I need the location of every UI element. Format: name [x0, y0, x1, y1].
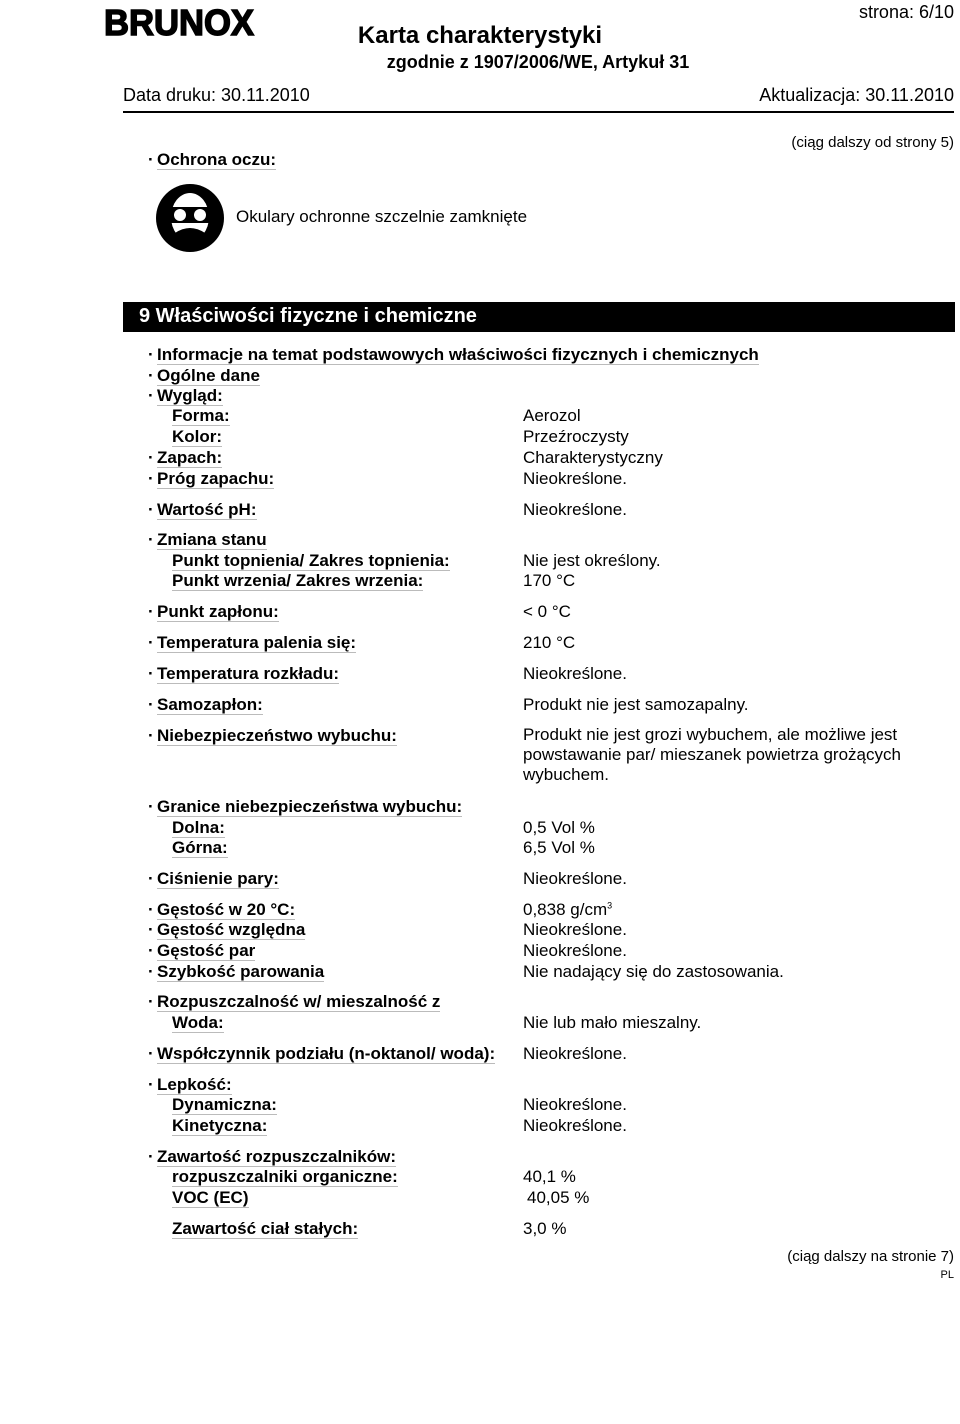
page-number: strona: 6/10	[858, 2, 954, 22]
dynamic-viscosity-value: Nieokreślone.	[523, 1095, 627, 1114]
melting-label: Punkt topnienia/ Zakres topnienia:	[172, 551, 450, 570]
lower-limit-label: Dolna:	[172, 818, 225, 837]
document-subtitle: zgodnie z 1907/2006/WE, Artykuł 31	[386, 52, 690, 72]
color-label: Kolor:	[172, 427, 223, 446]
continued-from: (ciąg dalszy od strony 5)	[791, 134, 954, 151]
form-value: Aerozol	[523, 406, 581, 425]
partition-coefficient-label: · Współczynnik podziału (n-oktanol/ woda):	[148, 1044, 496, 1063]
appearance-label: · Wygląd:	[148, 386, 223, 405]
flash-point-value: < 0 °C	[523, 602, 571, 621]
kinematic-viscosity-value: Nieokreślone.	[523, 1116, 627, 1135]
density-value: 0,838 $g/cm^3$	[523, 900, 613, 919]
water-value: Nie lub mało mieszalny.	[523, 1013, 702, 1032]
evaporation-rate-value: Nie nadający się do zastosowania.	[523, 962, 784, 981]
section-9-header	[123, 302, 955, 332]
odor-threshold-label: · Próg zapachu:	[148, 469, 275, 488]
form-label: Forma:	[172, 406, 230, 425]
water-label: Woda:	[172, 1013, 224, 1032]
continued-to: (ciąg dalszy na stronie 7)	[787, 1248, 954, 1265]
ignition-label: · Temperatura palenia się:	[148, 633, 357, 652]
density-unit-exponent: 3	[607, 900, 613, 911]
organic-solvents-label: rozpuszczalniki organiczne:	[172, 1167, 398, 1186]
solids-content-label: Zawartość ciał stałych:	[172, 1219, 359, 1238]
solubility-label: · Rozpuszczalność w/ mieszalność z	[148, 992, 441, 1011]
ph-label: · Wartość pH:	[148, 500, 257, 519]
solvent-content-label: · Zawartość rozpuszczalników:	[148, 1147, 396, 1166]
explosion-danger-value: Produkt nie jest grozi wybuchem, ale możliwe jest powstawanie par/ mieszanek powietrza grożących wybuchem.	[523, 725, 901, 784]
update-date: Aktualizacja: 30.11.2010	[759, 85, 954, 105]
evaporation-rate-label: · Szybkość parowania	[148, 962, 325, 981]
ph-value: Nieokreślone.	[523, 500, 627, 519]
relative-density-value: Nieokreślone.	[523, 920, 627, 939]
density-label: · Gęstość w 20 °C:	[148, 900, 296, 919]
general-data: · Ogólne dane	[148, 366, 260, 385]
color-value: Przeźroczysty	[523, 427, 629, 446]
odor-label: · Zapach:	[148, 448, 223, 467]
odor-threshold-value: Nieokreślone.	[523, 469, 627, 488]
logo-text: BRUNOX	[104, 2, 254, 42]
header-divider	[123, 111, 954, 113]
organic-solvents-value: 40,1 %	[523, 1167, 576, 1186]
self-ignition-value: Produkt nie jest samozapalny.	[523, 695, 749, 714]
safety-goggles-icon	[155, 183, 225, 253]
odor-value: Charakterystyczny	[523, 448, 663, 467]
melting-value: Nie jest określony.	[523, 551, 661, 570]
language-code: PL	[940, 1269, 954, 1281]
decomposition-label: · Temperatura rozkładu:	[148, 664, 340, 683]
partition-coefficient-value: Nieokreślone.	[523, 1044, 627, 1063]
kinematic-viscosity-label: Kinetyczna:	[172, 1116, 268, 1135]
print-date: Data druku: 30.11.2010	[123, 85, 310, 105]
relative-density-label: · Gęstość względna	[148, 920, 306, 939]
vapor-pressure-label: · Ciśnienie pary:	[148, 869, 279, 888]
vapor-density-value: Nieokreślone.	[523, 941, 627, 960]
state-change-label: · Zmiana stanu	[148, 530, 267, 549]
section-9-title: 9 Właściwości fizyczne i chemiczne	[139, 305, 477, 327]
vapor-pressure-value: Nieokreślone.	[523, 869, 627, 888]
info-basic: · Informacje na temat podstawowych właściwości fizycznych i chemicznych	[148, 345, 759, 364]
boiling-value: 170 °C	[523, 571, 576, 590]
lower-limit-value: 0,5 Vol %	[523, 818, 595, 837]
eye-protection-text: Okulary ochronne szczelnie zamknięte	[236, 207, 528, 226]
decomposition-value: Nieokreślone.	[523, 664, 627, 683]
solids-content-value: 3,0 %	[523, 1219, 567, 1238]
ignition-value: 210 °C	[523, 633, 576, 652]
document-title: Karta charakterystyki	[357, 22, 603, 49]
upper-limit-label: Górna:	[172, 838, 228, 857]
self-ignition-label: · Samozapłon:	[148, 695, 263, 714]
voc-value: 40,05 %	[527, 1188, 590, 1207]
boiling-label: Punkt wrzenia/ Zakres wrzenia:	[172, 571, 424, 590]
explosion-limits-label: · Granice niebezpieczeństwa wybuchu:	[148, 797, 463, 816]
explosion-danger-label: · Niebezpieczeństwo wybuchu:	[148, 726, 397, 745]
upper-limit-value: 6,5 Vol %	[523, 838, 595, 857]
vapor-density-label: · Gęstość par	[148, 941, 256, 960]
eye-protection-label: · Ochrona oczu:	[148, 150, 277, 169]
dynamic-viscosity-label: Dynamiczna:	[172, 1095, 277, 1114]
flash-point-label: · Punkt zapłonu:	[148, 602, 279, 621]
voc-label: VOC (EC)	[172, 1188, 249, 1207]
viscosity-label: · Lepkość:	[148, 1075, 232, 1094]
